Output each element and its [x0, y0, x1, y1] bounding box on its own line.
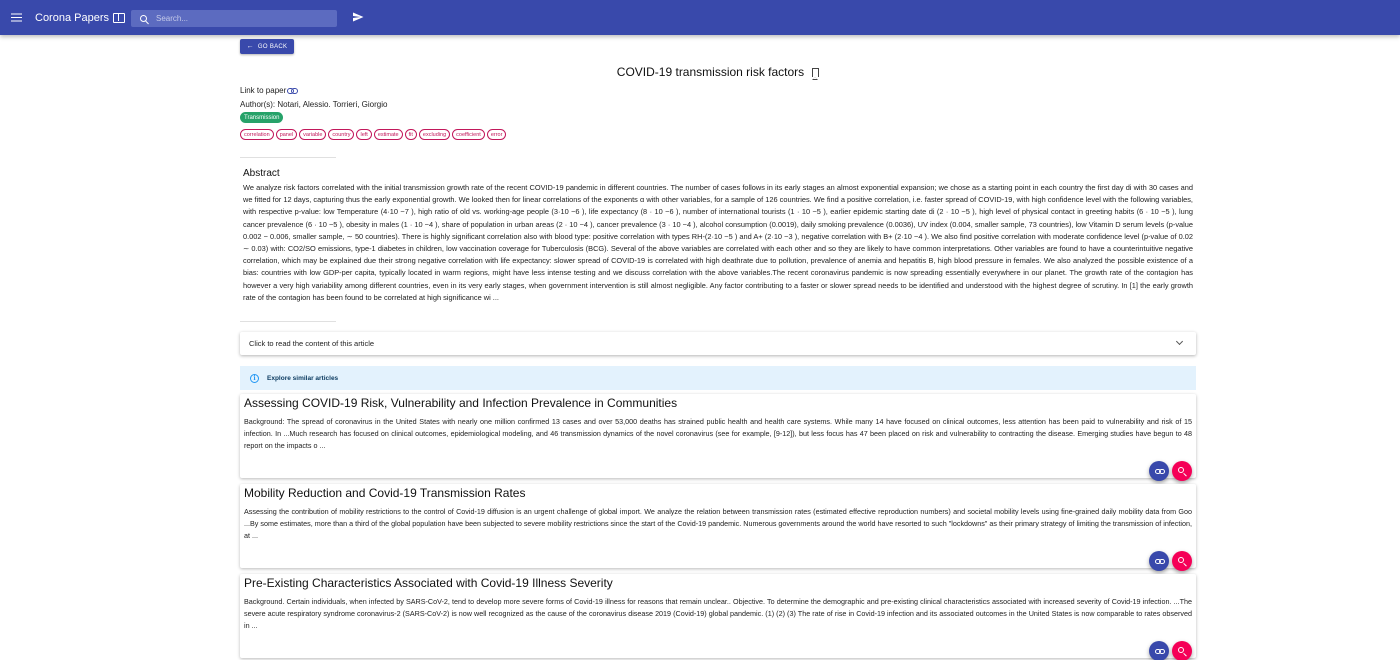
category-chip: Transmission [240, 112, 283, 123]
app-title: Corona Papers [35, 11, 109, 24]
divider [240, 157, 336, 158]
open-link-button[interactable] [1149, 641, 1169, 660]
similar-articles-heading: Explore similar articles [267, 374, 339, 382]
similar-article-snippet: Background. Certain individuals, when infected by SARS-CoV-2, tend to develop more severe forms of Covid-19 illness for reasons that remain unclear.. Objective. To determine the demographic and pre-existing clinical characteristics associated with increased severity of Covid-19 infection. ...The severe acute respiratory syndrome coronavirus-2 (SARS-CoV-2) is now well recognized as the cause of the coronavirus disease 2019 (Covid-19) global pandemic. (1) (2) (3) The rate of rise in Covid-19 infection and its associated outcomes in the United States is now comparable to rates observed in ... [244, 597, 1192, 631]
search-input[interactable] [156, 14, 326, 23]
keyword-chip[interactable]: variable [299, 129, 326, 140]
abstract-text: We analyze risk factors correlated with the initial transmission growth rate of the recent COVID-19 pandemic in different countries. The number of cases follows in its early stages an almost exponential expansion; we chose as a starting point in each country the first day di with 30 cases and we fitted for 12 days, capturing thus the early exponential growth. We looked then for linear correlations of the exponents α with other variables, for a sample of 126 countries. We find a positive correlation, i.e. faster spread of COVID-19, with high confidence level with the following variables, with respective p-value: low Temperature (4·10 −7 ), high ratio of old vs. working-age people (3·10 −6 ), life expectancy (8 · 10 −6 ), number of international tourists (1 · 10 −5 ), earlier epidemic starting date di (2 · 10 −5 ), high level of physical contact in greeting habits (6 · 10 −5 ), lung cancer prevalence (6 · 10 −5 ), obesity in males (1 · 10 −4 ), share of population in urban areas (2 · 10 −4 ), cancer prevalence (3 · 10 −4 ), alcohol consumption (0.0019), daily smoking prevalence (0.0036), UV index (0.004, smaller sample, 73 countries), low Vitamin D serum levels (p-value 0.002 − 0.006, smaller sample, ∼ 50 countries). There is highly significant correlation also with blood type: positive correlation with types RH-(2·10 −5 ) and A+ (2·10 −3 ), negative correlation with B+ (2·10 −4 ). We also find positive correlation with moderate confidence level (p-value of 0.02 ∼ 0.03) with: CO2/SO emissions, type-1 diabetes in children, low vaccination coverage for Tuberculosis (BCG). Several of the above variables are correlated with each other and so they are likely to have common interpretations. Other variables are found to have a counterintuitive negative correlation, which may be explained due their strong negative correlation with life expectancy: slower spread of COVID-19 is correlated with high deathrate due to pollution, prevalence of anemia and hepatitis B, high blood pressure in females. We also analyzed the possible existence of a bias: countries with low GDP-per capita, typically located in warm regions, might have less intense testing and we discuss correlation with the above variables.The recent coronavirus pandemic is now spreading essentially everywhere in our planet. The growth rate of the contagion has however a very high variability among different countries, even in its very early stages, when government intervention is still almost negligible. Any factor contributing to a faster or slower spread needs to be identified and understood with the highest degree of scrutiny. In [1] the early growth rate of the contagion has been found to be correlated at high significance wi ... [243, 183, 1193, 302]
search-box[interactable] [131, 10, 337, 27]
similar-article-title[interactable]: Assessing COVID-19 Risk, Vulnerability and Infection Prevalence in Communities [244, 396, 678, 410]
similar-article-title[interactable]: Pre-Existing Characteristics Associated with Covid-19 Illness Severity [244, 576, 613, 590]
keyword-chip[interactable]: left [356, 129, 371, 140]
keyword-chip[interactable]: country [328, 129, 354, 140]
send-icon[interactable] [351, 11, 365, 23]
similar-article-card [240, 394, 1196, 478]
similar-article-card [240, 484, 1196, 568]
go-back-button[interactable] [240, 39, 294, 54]
keyword-chips [240, 129, 506, 140]
keyword-chip[interactable]: fit [405, 129, 417, 140]
similar-article-snippet: Assessing the contribution of mobility restrictions to the control of Covid-19 diffusion is an urgent challenge of global import. We analyze the relation between transmission rates (estimated effective reproduction numbers) and societal mobility levels using fine-grained daily mobility data from Goo ...By some estimates, more than a third of the global population have been subjected to severe mobility restrictions since the start of the Covid-19 pandemic. Numerous governments around the world have resorted to such "lockdowns" as their primary strategy of limiting the transmission of infection, at ... [244, 507, 1192, 541]
paper-link-label: Link to paper [240, 86, 287, 95]
arrow-left-icon: ← [246, 43, 254, 50]
search-icon [140, 15, 147, 22]
keyword-chip[interactable]: error [487, 129, 507, 140]
paper-link[interactable] [240, 86, 297, 95]
similar-article-snippet: Background: The spread of coronavirus in the United States with nearly one million confirmed 13 cases and over 53,000 deaths has strained public health and health care systems. While many 14 have focused on clinical outcomes, less attention has been paid to vulnerability and risk of 15 infection. In ...Much research has focused on clinical outcomes, epidemiological modeling, and 46 transmission dynamics of the novel coronavirus (see for example, [9-12]), but less focus has 47 been placed on risk and vulnerability to contracting the disease. Emerging studies have begun to 48 report on the impacts o ... [244, 417, 1192, 451]
article-content-expander[interactable] [240, 332, 1196, 355]
similar-articles-banner [240, 366, 1196, 390]
explore-similar-button[interactable] [1172, 641, 1192, 660]
open-link-button[interactable] [1149, 551, 1169, 571]
book-icon [113, 13, 125, 23]
link-icon[interactable] [287, 88, 297, 94]
app-bar [0, 0, 1400, 35]
search-icon [1178, 557, 1184, 563]
keyword-chip[interactable]: excluding [419, 129, 450, 140]
paper-authors: Author(s): Notari, Alessio. Torrieri, Giorgio [240, 100, 388, 109]
keyword-chip[interactable]: correlation [240, 129, 274, 140]
go-back-label: GO BACK [257, 43, 288, 50]
bookmark-icon[interactable] [812, 68, 819, 77]
abstract-heading: Abstract [243, 168, 280, 179]
keyword-chip[interactable]: estimate [374, 129, 403, 140]
link-icon [1155, 649, 1164, 654]
page-title [240, 65, 1196, 79]
menu-icon[interactable] [1, 0, 31, 35]
expander-label: Click to read the content of this article [249, 339, 375, 348]
open-link-button[interactable] [1149, 461, 1169, 481]
search-icon [1178, 647, 1184, 653]
app-brand[interactable] [35, 12, 125, 24]
chevron-down-icon[interactable] [1176, 338, 1183, 345]
similar-article-title[interactable]: Mobility Reduction and Covid-19 Transmission Rates [244, 486, 526, 500]
search-icon [1178, 467, 1184, 473]
info-icon: i [250, 374, 259, 383]
keyword-chip[interactable]: coefficient [452, 129, 485, 140]
link-icon [1155, 469, 1164, 474]
link-icon [1155, 559, 1164, 564]
divider [240, 321, 336, 322]
keyword-chip[interactable]: panel [276, 129, 297, 140]
explore-similar-button[interactable] [1172, 461, 1192, 481]
paper-title-text: COVID-19 transmission risk factors [616, 65, 805, 79]
similar-article-card [240, 574, 1196, 658]
explore-similar-button[interactable] [1172, 551, 1192, 571]
